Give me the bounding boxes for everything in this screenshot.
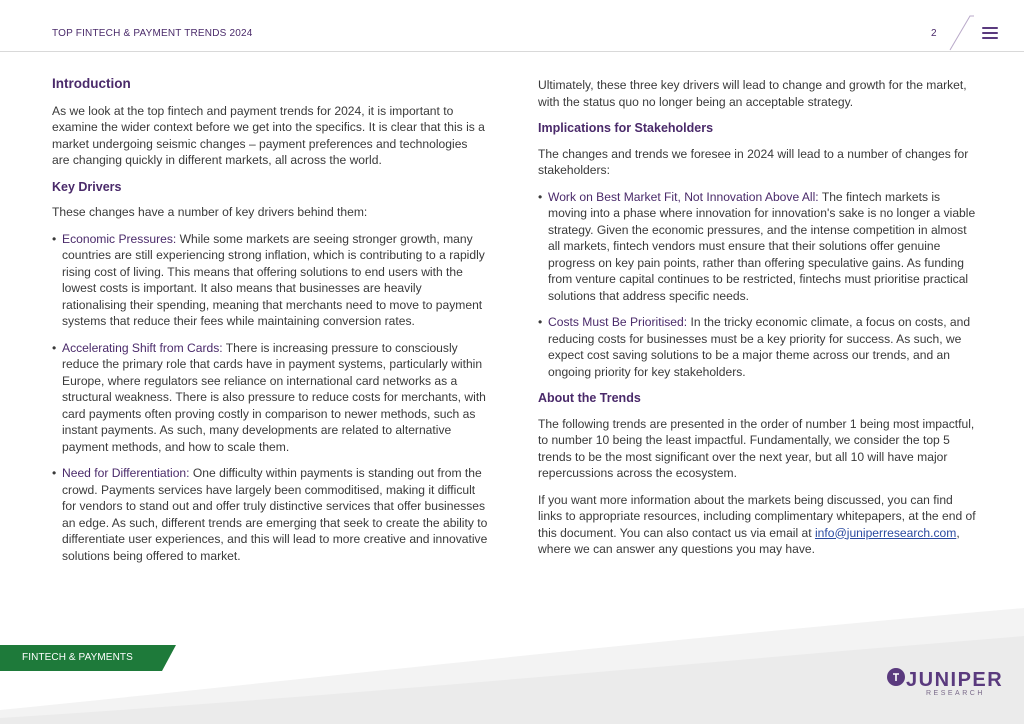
introduction-heading: Introduction (52, 76, 131, 91)
driver-term: Need for Differentiation: (62, 466, 190, 480)
driver-term: Economic Pressures: (62, 231, 177, 246)
logo-wordmark: JUNIPER (906, 669, 1004, 691)
contact-email-link[interactable]: info@juniperresearch.com (814, 525, 957, 540)
contact-text-before: If you want more information about the markets being discussed, you can find links to appropriate resources, including complimentary whitepapers, at the end of this document. You can also contact us via email at (538, 492, 976, 540)
about-trends-paragraph: The following trends are presented in the order of number 1 being most impactful, to number 10 being the least impactful. Fundamentally, we consider the top 5 trends to be the most significant over the next year, but all 10 will have major repercussions across the ecosystem. (538, 416, 975, 480)
about-trends-heading: About the Trends (538, 391, 641, 405)
driver-bullet (52, 340, 488, 456)
implication-term: Work on Best Market Fit, Not Innovation Above All: (548, 189, 819, 204)
implication-text: The fintech markets is moving into a phase where innovation for innovation's sake is no longer a viable strategy. Given the economic pressures, and the intense competition in almost all markets, fintech vendors must ensure that their solutions offer genuine progress on key pain points, rather than offering speculative gains. As funding from venture capital continues to be restricted, fintechs must prioritise practical solutions that address specific needs. (548, 189, 976, 303)
driver-text: While some markets are seeing stronger growth, many countries are still experiencing strong inflation, which is contributing to a rapidly rising cost of living. This means that offering solutions to end users with the lowest costs is important. It also means that businesses are heavily rationalising their spending, meaning that merchants need to move to payment systems that reduce their fees while maintaining conversion rates. (62, 231, 485, 328)
driver-term: Accelerating Shift from Cards: (62, 340, 223, 355)
implication-bullet (538, 314, 978, 380)
menu-icon[interactable] (982, 27, 998, 39)
contact-text-after: , where we can answer any questions you may have. (538, 525, 960, 556)
implication-bullet (538, 189, 978, 305)
report-title: TOP FINTECH & PAYMENT TRENDS 2024 (52, 28, 253, 39)
driver-text: There is increasing pressure to consciously reduce the primary role that cards have in payment systems, particularly within Europe, where regulators see reliance on international card networks as a structural weakness. There is also pressure to reduce costs for merchants, with card payments often proving costly in comparison to newer methods, such as instant payments. As such, many developments are related to alternative payment methods, and how to scale them. (62, 340, 486, 454)
page-header (0, 0, 1024, 52)
implications-heading: Implications for Stakeholders (538, 121, 714, 135)
driver-bullet (52, 231, 488, 330)
right-column (538, 77, 978, 568)
introduction-paragraph: As we look at the top fintech and payment trends for 2024, it is important to examine the wider context before we get into the specifics. It is clear that this is a market undergoing seismic changes – payment preferences and technologies are changing quickly in different markets, all across the world. (52, 103, 485, 167)
corner-decoration (944, 14, 974, 54)
implication-text: In the tricky economic climate, a focus on costs, and reducing costs for businesses must be a key priority for success. As such, we expect cost saving solutions to be a major theme across our trends, and an ongoing priority for key stakeholders. (548, 315, 971, 379)
driver-text: One difficulty within payments is standing out from the crowd. Payments services have largely been commoditised, making it difficult for vendors to stand out and offer truly distinctive services that offer businesses an edge. As such, different trends are emerging that seek to create the ability to differentiate user experiences, and this will lead to more creative and innovative solutions being offered to market. (62, 466, 488, 563)
implications-intro: The changes and trends we foresee in 2024 will lead to a number of changes for stakeholders: (538, 146, 969, 177)
driver-bullet (52, 465, 488, 564)
juniper-logo-mark (886, 667, 906, 687)
contact-paragraph (538, 492, 978, 558)
key-drivers-intro: These changes have a number of key drivers behind them: (52, 205, 368, 219)
key-drivers-heading: Key Drivers (52, 179, 122, 194)
footer-section-label: FINTECH & PAYMENTS (22, 652, 133, 663)
implication-term: Costs Must Be Prioritised: (548, 315, 688, 329)
logo-subtitle: RESEARCH (926, 690, 985, 697)
page-number: 2 (931, 28, 937, 39)
drivers-conclusion: Ultimately, these three key drivers will lead to change and growth for the market, with the status quo no longer being an acceptable strategy. (538, 78, 967, 109)
left-column (52, 76, 488, 574)
juniper-research-logo (886, 666, 1006, 706)
